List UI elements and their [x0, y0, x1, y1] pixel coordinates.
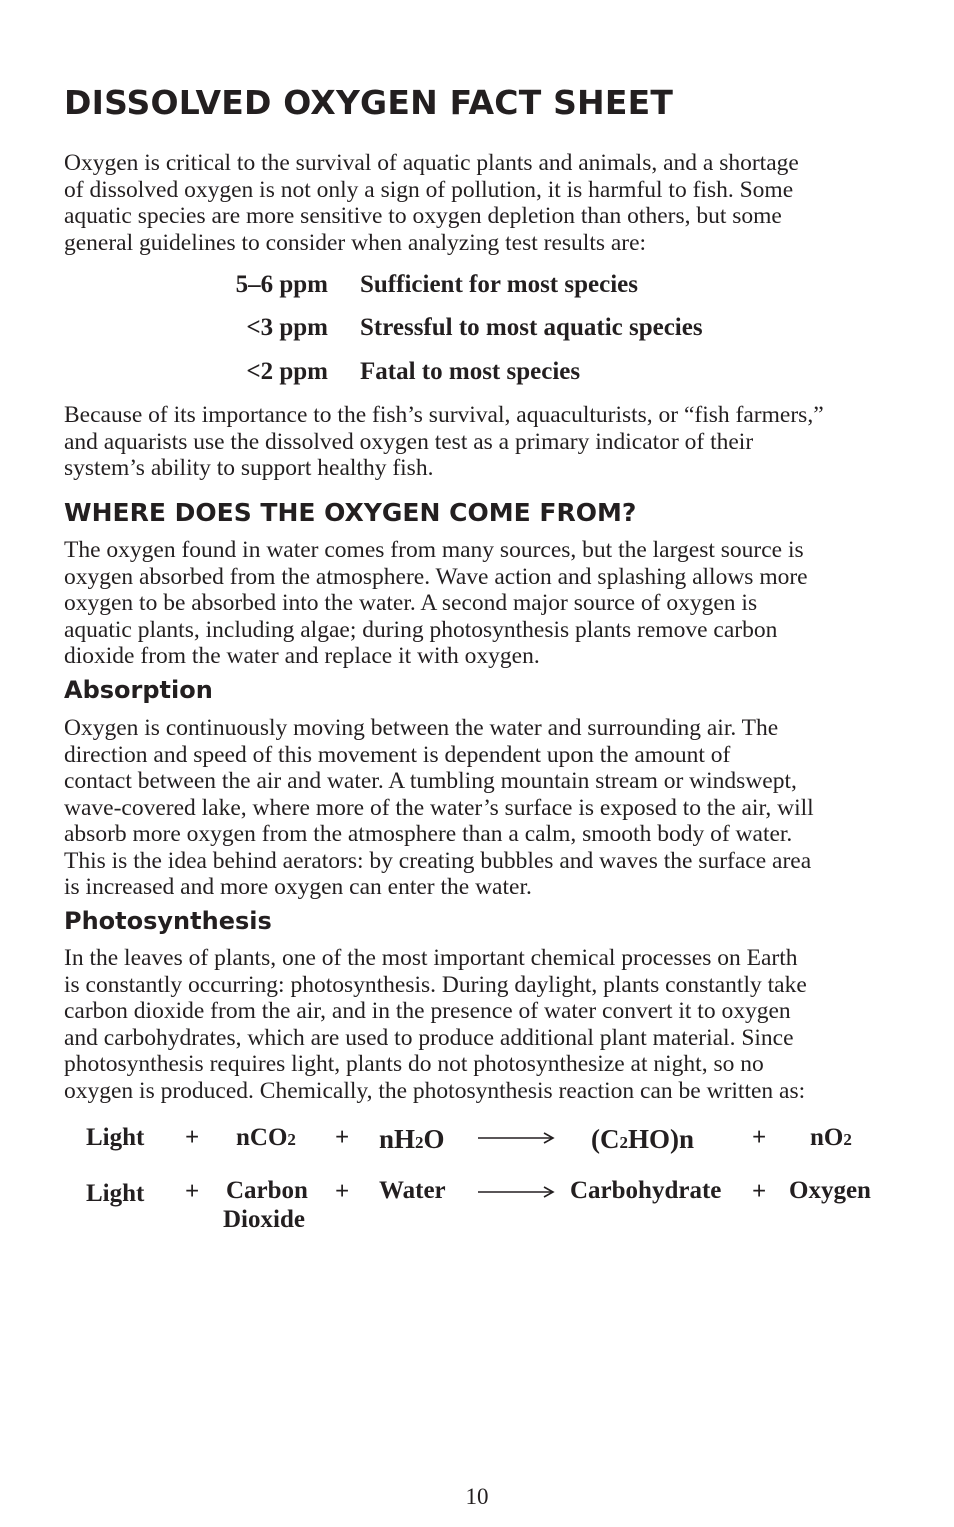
guideline-row	[64, 314, 892, 344]
eq-word-light: Light	[86, 1180, 145, 1207]
intro-paragraph	[64, 150, 799, 256]
o2-prefix: nO	[810, 1124, 844, 1151]
eq-word-plus: +	[335, 1178, 350, 1205]
page-number: 10	[465, 1484, 489, 1509]
intro-line: of dissolved oxygen is not only a sign of pollution, it is harmful to fish. Some	[64, 176, 794, 203]
importance-line: Because of its importance to the fish’s survival, aquaculturists, or “fish farmers,”	[64, 402, 824, 428]
absorption-line: This is the idea behind aerators: by creating bubbles and waves the surface area	[64, 847, 812, 874]
eq-word-carbohydrate: Carbohydrate	[570, 1177, 722, 1204]
absorption-heading: Absorption	[64, 676, 213, 704]
co2-prefix: nCO	[236, 1124, 288, 1151]
eq-word-plus: +	[752, 1178, 767, 1205]
guideline-description: Sufficient for most species	[360, 271, 638, 298]
intro-line: general guidelines to consider when analyzing test results are:	[64, 229, 647, 256]
photosynthesis-line: oxygen is produced. Chemically, the photosynthesis reaction can be written as:	[64, 1077, 806, 1104]
o2-subscript: 2	[843, 1130, 852, 1149]
source-line: The oxygen found in water comes from many sources, but the largest source is	[64, 537, 804, 563]
photosynthesis-line: In the leaves of plants, one of the most important chemical processes on Earth	[64, 945, 798, 971]
page-title: DISSOLVED OXYGEN FACT SHEET	[64, 83, 674, 122]
absorption-line: contact between the air and water. A tumbling mountain stream or windswept,	[64, 768, 797, 794]
eq-co2	[236, 1124, 296, 1152]
carb-subscript: 2	[619, 1133, 628, 1152]
guideline-value: 5–6 ppm	[235, 271, 328, 298]
guideline-value: <3 ppm	[246, 314, 328, 341]
eq-word-carbon: Carbon	[226, 1177, 308, 1204]
absorption-line: wave-covered lake, where more of the water’s surface is exposed to the air, will	[64, 794, 814, 821]
intro-line: aquatic species are more sensitive to oxygen depletion than others, but some	[64, 203, 782, 229]
eq-word-water: Water	[379, 1177, 446, 1204]
guideline-description: Fatal to most species	[360, 358, 581, 385]
absorption-line: Oxygen is continuously moving between the water and surrounding air. The	[64, 715, 779, 741]
absorption-line: absorb more oxygen from the atmosphere than a calm, smooth body of water.	[64, 821, 793, 847]
eq-plus: +	[335, 1124, 350, 1151]
importance-line: and aquarists use the dissolved oxygen test as a primary indicator of their	[64, 428, 754, 455]
eq-o2	[810, 1124, 852, 1152]
section-heading: WHERE DOES THE OXYGEN COME FROM?	[64, 498, 637, 527]
co2-subscript: 2	[287, 1130, 296, 1149]
eq-plus: +	[752, 1124, 767, 1151]
absorption-line: is increased and more oxygen can enter the water.	[64, 874, 532, 900]
photosynthesis-line: photosynthesis requires light, plants do not photosynthesize at night, so no	[64, 1051, 764, 1077]
guideline-value: <2 ppm	[246, 358, 328, 385]
h2o-suffix: O	[423, 1124, 445, 1154]
photosynthesis-paragraph	[64, 945, 807, 1104]
eq-carbohydrate	[591, 1124, 694, 1155]
eq-word-oxygen: Oxygen	[789, 1177, 871, 1204]
source-line: oxygen absorbed from the atmosphere. Wave action and splashing allows more	[64, 563, 808, 590]
reaction-arrow-icon	[478, 1185, 556, 1199]
source-paragraph	[64, 537, 808, 670]
h2o-subscript: 2	[415, 1133, 424, 1152]
carb-close: HO)n	[628, 1124, 695, 1154]
eq-word-plus: +	[185, 1178, 200, 1205]
absorption-line: direction and speed of this movement is dependent upon the amount of	[64, 741, 731, 768]
eq-h2o	[379, 1124, 445, 1155]
eq-plus: +	[185, 1124, 200, 1151]
photosynthesis-line: and carbohydrates, which are used to produce additional plant material. Since	[64, 1024, 794, 1051]
source-line: oxygen to be absorbed into the water. A second major source of oxygen is	[64, 590, 758, 616]
guideline-row	[64, 358, 892, 388]
importance-line: system’s ability to support healthy fish.	[64, 455, 434, 481]
photosynthesis-line: is constantly occurring: photosynthesis. During daylight, plants constantly take	[64, 971, 807, 998]
photosynthesis-line: carbon dioxide from the air, and in the presence of water convert it to oxygen	[64, 998, 791, 1024]
absorption-paragraph	[64, 715, 814, 901]
guideline-row	[64, 271, 892, 301]
eq-word-dioxide: Dioxide	[223, 1206, 305, 1233]
eq-light: Light	[86, 1124, 145, 1151]
reaction-arrow-icon	[478, 1131, 556, 1145]
intro-line: Oxygen is critical to the survival of aquatic plants and animals, and a shortage	[64, 150, 799, 176]
photosynthesis-heading: Photosynthesis	[64, 907, 272, 935]
h2o-prefix: nH	[379, 1124, 416, 1154]
source-line: dioxide from the water and replace it with oxygen.	[64, 643, 540, 669]
carb-open: (C	[591, 1124, 620, 1154]
source-line: aquatic plants, including algae; during photosynthesis plants remove carbon	[64, 616, 778, 643]
guideline-description: Stressful to most aquatic species	[360, 314, 703, 341]
importance-paragraph	[64, 402, 824, 482]
